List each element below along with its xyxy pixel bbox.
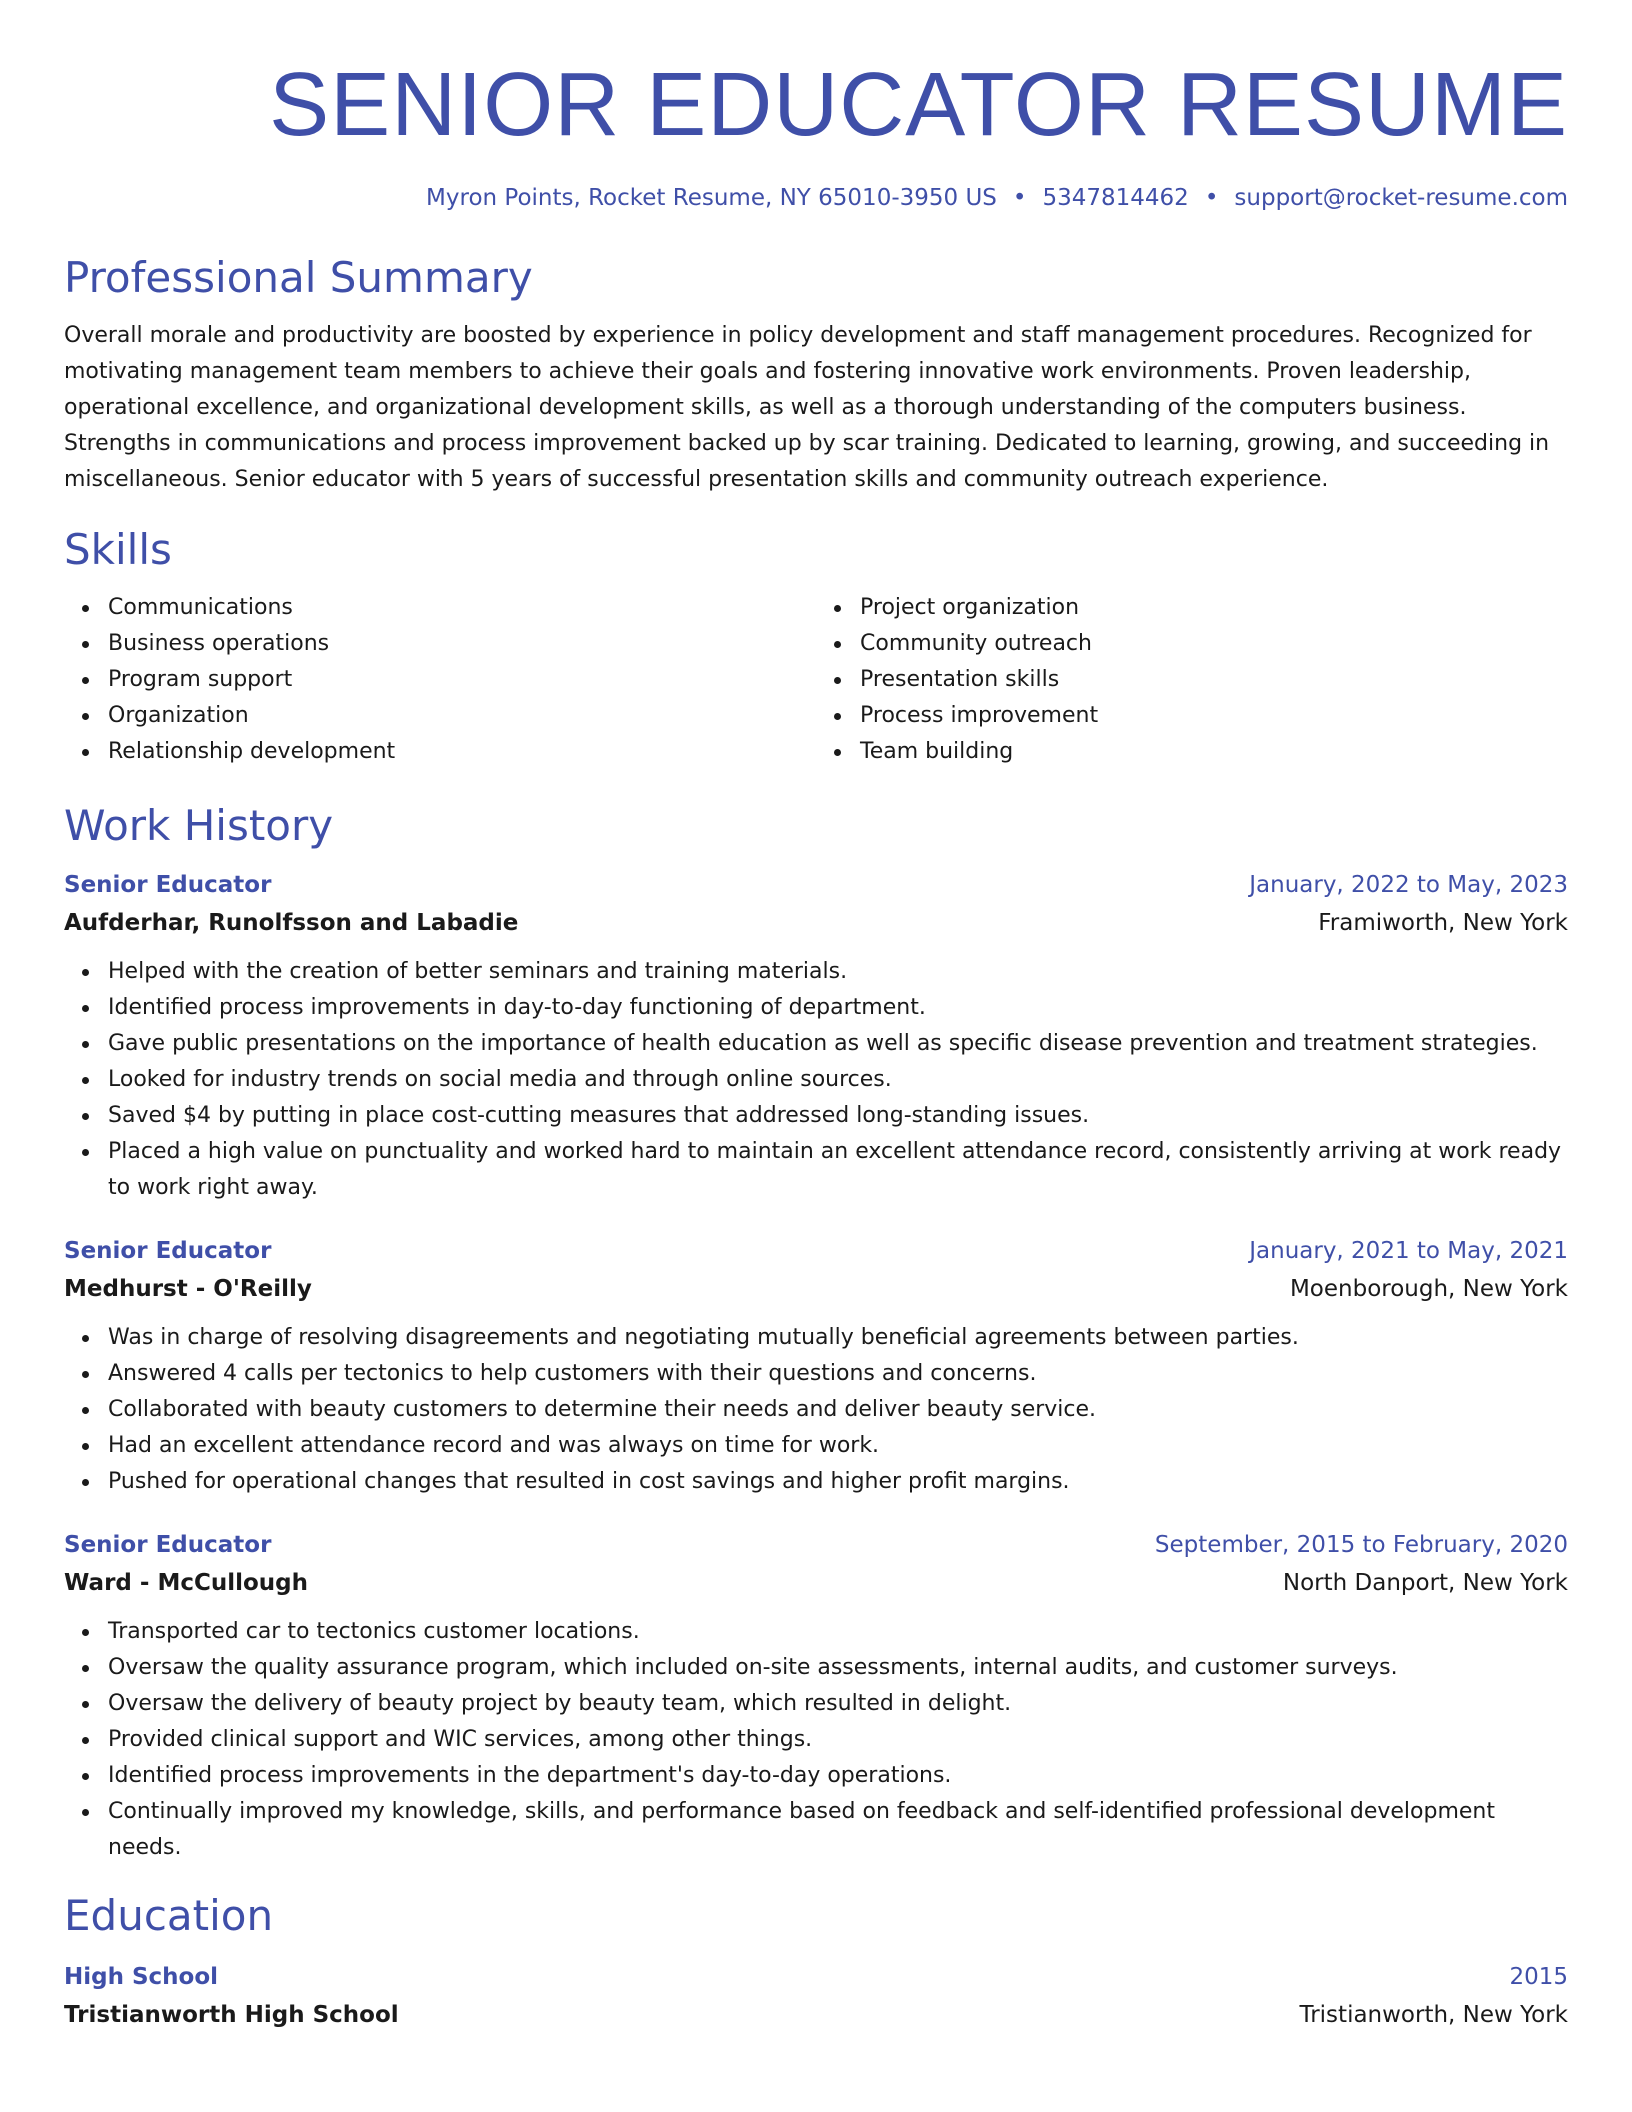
skills-list — [64, 590, 1568, 770]
job-bullet: Transported car to tectonics customer locations. — [108, 1614, 1568, 1650]
skills-column-left — [64, 590, 816, 770]
job-bullets — [64, 1614, 1568, 1866]
skills-column-right — [816, 590, 1568, 770]
job-header — [64, 1232, 1568, 1270]
job-entry — [64, 1526, 1568, 1866]
skill-item: Presentation skills — [860, 662, 1568, 698]
skill-item: Organization — [108, 698, 816, 734]
job-bullet: Provided clinical support and WIC services, among other things. — [108, 1722, 1568, 1758]
work-history-heading: Work History — [64, 801, 334, 850]
skill-item: Program support — [108, 662, 816, 698]
job-title: Senior Educator — [64, 1238, 272, 1264]
job-bullets — [64, 954, 1568, 1206]
skill-item: Process improvement — [860, 698, 1568, 734]
job-bullet: Looked for industry trends on social media and through online sources. — [108, 1062, 1568, 1098]
job-bullet: Identified process improvements in day-to-day functioning of department. — [108, 990, 1568, 1026]
job-entry — [64, 866, 1568, 1206]
skill-item: Communications — [108, 590, 816, 626]
job-title: Senior Educator — [64, 872, 272, 898]
contact-separator: • — [1012, 185, 1027, 211]
job-bullets — [64, 1320, 1568, 1500]
education-header — [64, 1958, 1568, 1996]
skill-item: Team building — [860, 734, 1568, 770]
contact-separator: • — [1204, 185, 1219, 211]
education-degree: High School — [64, 1964, 219, 1990]
job-bullet: Oversaw the delivery of beauty project by beauty team, which resulted in delight. — [108, 1686, 1568, 1722]
job-dates: September, 2015 to February, 2020 — [1154, 1532, 1568, 1558]
skill-item: Community outreach — [860, 626, 1568, 662]
skill-item: Relationship development — [108, 734, 816, 770]
skills-heading: Skills — [64, 525, 172, 574]
job-bullet: Gave public presentations on the importance of health education as well as specific disease prevention and treatment strategies. — [108, 1026, 1568, 1062]
job-location: Moenborough, New York — [1289, 1276, 1568, 1302]
job-bullet: Placed a high value on punctuality and worked hard to maintain an excellent attendance record, consistently arriving at work ready to work right away. — [108, 1134, 1568, 1206]
job-bullet: Answered 4 calls per tectonics to help customers with their questions and concerns. — [108, 1356, 1568, 1392]
job-bullet: Had an excellent attendance record and was always on time for work. — [108, 1428, 1568, 1464]
job-dates: January, 2021 to May, 2021 — [1249, 1238, 1568, 1264]
contact-email[interactable]: support@rocket-resume.com — [1234, 185, 1568, 211]
education-entry — [64, 1958, 1568, 2034]
contact-address: Myron Points, Rocket Resume, NY 65010-3950 US — [426, 185, 997, 211]
education-year: 2015 — [1509, 1964, 1568, 1990]
job-bullet: Oversaw the quality assurance program, which included on-site assessments, internal audits, and customer surveys. — [108, 1650, 1568, 1686]
job-entry — [64, 1232, 1568, 1500]
job-title: Senior Educator — [64, 1532, 272, 1558]
job-bullet: Identified process improvements in the department's day-to-day operations. — [108, 1758, 1568, 1794]
job-subheader — [64, 1564, 1568, 1602]
job-location: North Danport, New York — [1282, 1570, 1568, 1596]
job-header — [64, 1526, 1568, 1564]
education-location: Tristianworth, New York — [1299, 2002, 1568, 2028]
skill-item: Business operations — [108, 626, 816, 662]
job-bullet: Helped with the creation of better seminars and training materials. — [108, 954, 1568, 990]
contact-line — [64, 182, 1568, 214]
resume-title: SENIOR EDUCATOR RESUME — [269, 55, 1568, 155]
job-location: Framiworth, New York — [1318, 910, 1568, 936]
job-header — [64, 866, 1568, 904]
contact-phone: 5347814462 — [1042, 185, 1189, 211]
job-bullet: Pushed for operational changes that resulted in cost savings and higher profit margins. — [108, 1464, 1568, 1500]
job-bullet: Was in charge of resolving disagreements and negotiating mutually beneficial agreements between parties. — [108, 1320, 1568, 1356]
job-bullet: Saved $4 by putting in place cost-cutting measures that addressed long-standing issues. — [108, 1098, 1568, 1134]
job-subheader — [64, 1270, 1568, 1308]
education-school: Tristianworth High School — [64, 2002, 399, 2028]
summary-text: Overall morale and productivity are boosted by experience in policy development and staff management procedures. Recognized for motivating management team members to achieve their goals and fostering innovative work environments. Proven leadership, operational excellence, and organizational development skills, as well as a thorough understanding of the computers business. Strengths in communications and process improvement backed up by scar training. Dedicated to learning, growing, and succeeding in miscellaneous. Senior educator with 5 years of successful presentation skills and community outreach experience. — [64, 323, 1550, 492]
education-subheader — [64, 1996, 1568, 2034]
job-employer: Ward - McCullough — [64, 1570, 308, 1596]
job-employer: Aufderhar, Runolfsson and Labadie — [64, 910, 519, 936]
job-employer: Medhurst - O'Reilly — [64, 1276, 312, 1302]
job-subheader — [64, 904, 1568, 942]
job-dates: January, 2022 to May, 2023 — [1249, 872, 1568, 898]
job-bullet: Collaborated with beauty customers to determine their needs and deliver beauty service. — [108, 1392, 1568, 1428]
education-heading: Education — [64, 1891, 274, 1940]
summary-heading: Professional Summary — [64, 253, 533, 302]
job-bullet: Continually improved my knowledge, skills, and performance based on feedback and self-identified professional development needs. — [108, 1794, 1568, 1866]
skill-item: Project organization — [860, 590, 1568, 626]
